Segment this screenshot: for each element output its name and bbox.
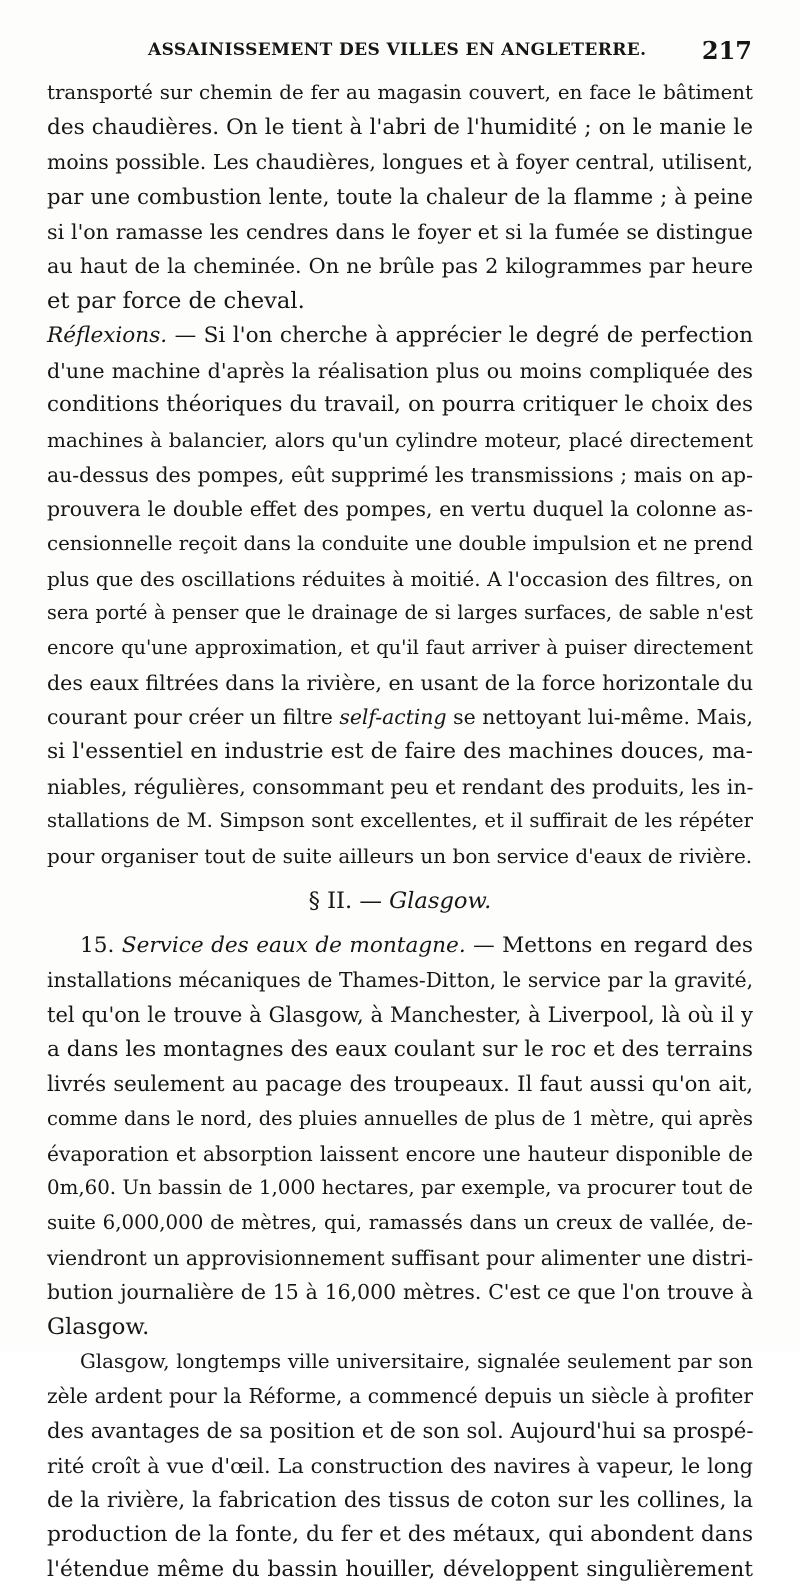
text-line: a dans les montagnes des eaux coulant sur le roc et des terrains [47, 1036, 753, 1062]
text-line [47, 319, 753, 354]
paragraph-reflexions [47, 319, 753, 874]
running-title: ASSAINISSEMENT DES VILLES EN ANGLETERRE. [148, 40, 647, 60]
text-line: de la rivière, la fabrication des tissus de coton sur les collines, la [47, 1487, 753, 1513]
text-line: au haut de la cheminée. On ne brûle pas 2 kilogrammes par heure [47, 254, 753, 279]
text-line: encore qu'une approximation, et qu'il faut arriver à puiser directement [47, 636, 753, 659]
reflexions-label: Réflexions. [47, 322, 168, 348]
text-line: conditions théoriques du travail, on pourra critiquer le choix des [47, 392, 753, 418]
page-number: 217 [701, 36, 752, 65]
paragraph-glasgow [47, 1345, 753, 1588]
text-line: tel qu'on le trouve à Glasgow, à Manchester, à Liverpool, là où il y [47, 1002, 753, 1027]
text-line: production de la fonte, du fer et des métaux, qui abondent dans [47, 1522, 753, 1548]
text-line: prouvera le double effet des pompes, en vertu duquel la colonne as- [47, 497, 753, 522]
text-run: — Mettons en regard des [465, 932, 753, 958]
text-line: Glasgow. [47, 1314, 150, 1341]
text-line: moins possible. Les chaudières, longues et à foyer central, utilisent, [47, 150, 753, 175]
text-line: l'étendue même du bassin houiller, développent singulièrement [47, 1556, 753, 1582]
text-line: 0m,60. Un bassin de 1,000 hectares, par exemple, va procurer tout de [47, 1176, 753, 1200]
text-line [47, 700, 753, 735]
text-run: courant pour créer un filtre [47, 705, 340, 730]
text-line: si l'essentiel en industrie est de faire des machines douces, ma- [47, 739, 753, 765]
text-line: pour organiser tout de suite ailleurs un bon service d'eaux de rivière. [47, 844, 753, 869]
text-line: censionnelle reçoit dans la conduite une double impulsion et ne prend [47, 531, 753, 555]
text-line: par une combustion lente, toute la chaleur de la flamme ; à peine [47, 184, 753, 210]
text-line: comme dans le nord, des pluies annuelles de plus de 1 mètre, qui après [47, 1106, 753, 1130]
text-line [47, 929, 753, 964]
text-line: des avantages de sa position et de son sol. Aujourd'hui sa prospé- [47, 1418, 754, 1444]
text-run: — Si l'on cherche à apprécier le degré de perfection [167, 322, 753, 348]
text-line: Glasgow, longtemps ville universitaire, signalée seulement par son [80, 1349, 753, 1373]
section-number: § II. — [308, 887, 390, 914]
text-line: et par force de cheval. [47, 288, 305, 315]
self-acting-term: self-acting [339, 705, 447, 730]
text-line: installations mécaniques de Thames-Ditton, le service par la gravité, [47, 968, 753, 993]
text-line: livrés seulement au pacage des troupeaux. Il faut aussi qu'on ait, [47, 1071, 753, 1097]
section-title: Glasgow. [389, 887, 492, 914]
text-line: niables, régulières, consommant peu et rendant des produits, les in- [47, 774, 754, 799]
text-line: suite 6,000,000 de mètres, qui, ramassés dans un creux de vallée, de- [47, 1211, 753, 1234]
text-line: rité croît à vue d'œil. La construction des navires à vapeur, le long [47, 1453, 753, 1478]
text-line: évaporation et absorption laissent encore une hauteur disponible de [47, 1141, 753, 1166]
text-line: au-dessus des pompes, eût supprimé les transmissions ; mais on ap- [47, 462, 753, 487]
text-line: machines à balancier, alors qu'un cylindre moteur, placé directement [47, 427, 753, 452]
text-line: d'une machine d'après la réalisation plus ou moins compliquée des [47, 358, 753, 383]
text-line: bution journalière de 15 à 16,000 mètres. C'est ce que l'on trouve à [47, 1280, 753, 1305]
text-line: sera porté à penser que le drainage de si larges surfaces, de sable n'est [47, 601, 753, 625]
running-header [148, 38, 752, 68]
page-body [47, 76, 753, 1588]
text-line: des chaudières. On le tient à l'abri de l'humidité ; on le manie le [47, 114, 753, 140]
paragraph-mountain-water [47, 929, 753, 1345]
text-line: plus que des oscillations réduites à moitié. A l'occasion des filtres, on [47, 566, 753, 591]
text-line: zèle ardent pour la Réforme, a commencé depuis un siècle à profiter [47, 1384, 753, 1409]
section-heading [47, 884, 753, 919]
article-number: 15. [80, 932, 115, 958]
text-line: viendront un approvisionnement suffisant pour alimenter une distri- [47, 1245, 754, 1270]
paragraph-continuation [47, 76, 753, 319]
text-line: stallations de M. Simpson sont excellentes, et il suffirait de les répéter [47, 809, 753, 833]
text-run: se nettoyant lui-même. Mais, [446, 705, 753, 730]
text-line: transporté sur chemin de fer au magasin couvert, en face le bâtiment [47, 81, 753, 104]
text-line: des eaux filtrées dans la rivière, en usant de la force horizontale du [47, 670, 754, 695]
article-title: Service des eaux de montagne. [121, 932, 466, 958]
text-line: si l'on ramasse les cendres dans le foyer et si la fumée se distingue [47, 219, 753, 244]
